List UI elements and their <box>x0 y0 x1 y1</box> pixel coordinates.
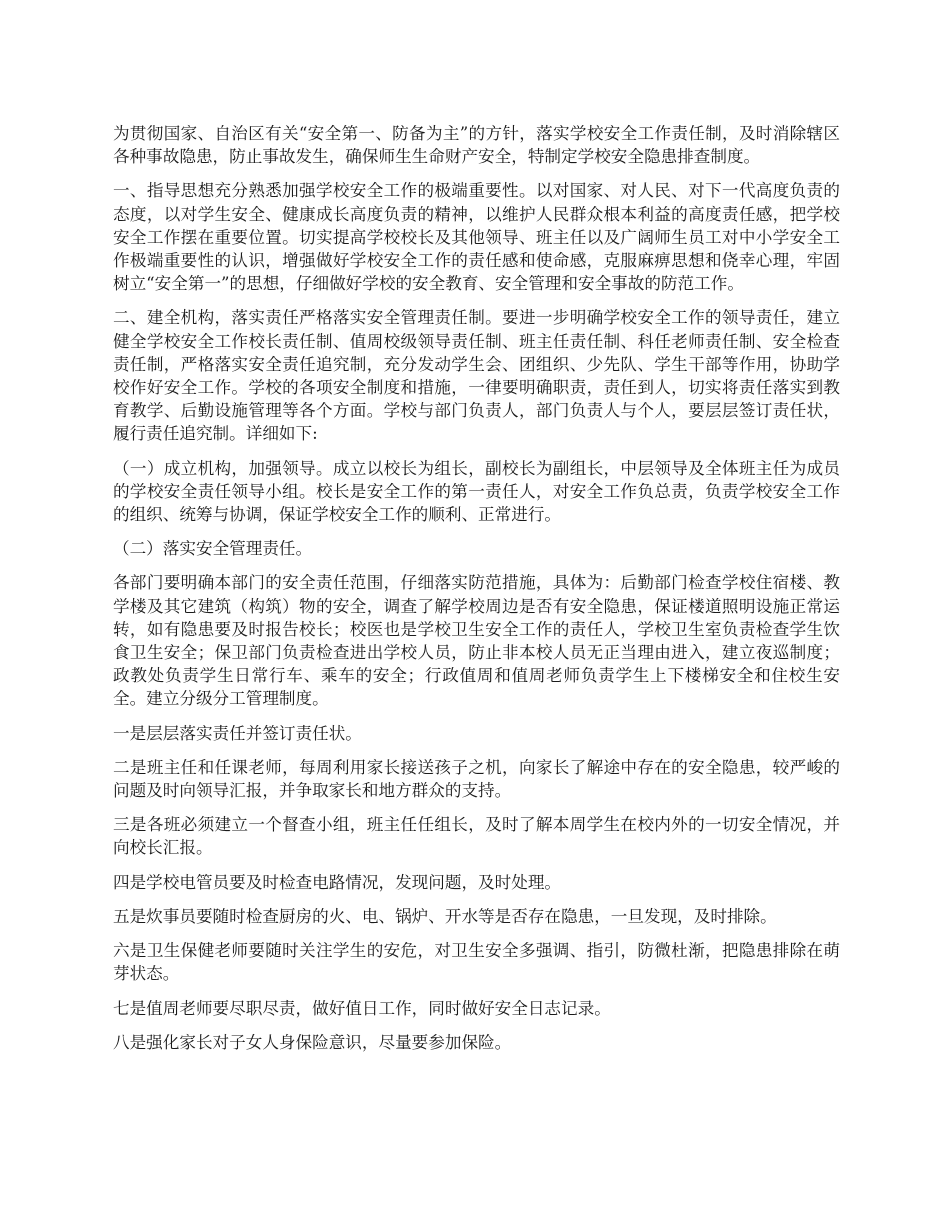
list-item-4: 四是学校电管员要及时检查电路情况，发现问题，及时处理。 <box>113 872 562 892</box>
subsection-establish-organization: （一）成立机构，加强领导。成立以校长为组长，副校长为副组长，中层领导及全体班主任为成员的学校安全责任领导小组。校长是安全工作的第一责任人，对安全工作负总责，负责学校安全工作的组织、统筹与协调，保证学校安全工作的顺利、正常进行。 <box>113 458 840 525</box>
list-item-3: 三是各班必须建立一个督查小组，班主任任组长，及时了解本周学生在校内外的一切安全情况，并向校长汇报。 <box>113 815 840 858</box>
department-responsibilities-paragraph: 各部门要明确本部门的安全责任范围，仔细落实防范措施，具体为：后勤部门检查学校住宿楼、教学楼及其它建筑（构筑）物的安全，调查了解学校周边是否有安全隐患，保证楼道照明设施正常运转，如有隐患要及时报告校长；校医也是学校卫生安全工作的责任人，学校卫生室负责检查学生饮食卫生安全；保卫部门负责检查进出学校人员，防止非本校人员无正当理由进入，建立夜巡制度；政教处负责学生日常行车、乘车的安全；行政值周和值周老师负责学生上下楼梯安全和住校生安全。建立分级分工管理制度。 <box>113 573 840 709</box>
section-organization-responsibility: 二、建全机构，落实责任严格落实安全管理责任制。要进一步明确学校安全工作的领导责任，建立健全学校安全工作校长责任制、值周校级领导责任制、班主任责任制、科任老师责任制、安全检查责任制，严格落实安全责任追究制，充分发动学生会、团组织、少先队、学生干部等作用，协助学校作好安全工作。学校的各项安全制度和措施，一律要明确职责，责任到人，切实将责任落实到教育教学、后勤设施管理等各个方面。学校与部门负责人，部门负责人与个人，要层层签订责任状，履行责任追究制。详细如下: <box>113 308 840 444</box>
intro-paragraph: 为贯彻国家、自治区有关“安全第一、防备为主”的方针，落实学校安全工作责任制，及时消除辖区各种事故隐患，防止事故发生，确保师生生命财产安全，特制定学校安全隐患排查制度。 <box>113 124 840 167</box>
document-body <box>113 122 840 1065</box>
list-item-5: 五是炊事员要随时检查厨房的火、电、锅炉、开水等是否存在隐患，一旦发现，及时排除。 <box>113 906 777 926</box>
list-item-8: 八是强化家长对子女人身保险意识，尽量要参加保险。 <box>113 1032 512 1052</box>
list-item-2: 二是班主任和任课老师，每周利用家长接送孩子之机，向家长了解途中存在的安全隐患，较严峻的问题及时向领导汇报，并争取家长和地方群众的支持。 <box>113 757 840 801</box>
list-item-1: 一是层层落实责任并签订责任状。 <box>113 723 362 743</box>
section-guiding-ideology: 一、指导思想充分熟悉加强学校安全工作的极端重要性。以对国家、对人民、对下一代高度负责的态度，以对学生安全、健康成长高度负责的精神，以维护人民群众根本利益的高度责任感，把学校安全工作摆在重要位置。切实提高学校校长及其他领导、班主任以及广阔师生员工对中小学安全工作极端重要性的认识，增强做好学校安全工作的责任感和使命感，克服麻痹思想和侥幸心理，牢固树立“安全第一”的思想，仔细做好学校的安全教育、安全管理和安全事故的防范工作。 <box>113 181 840 294</box>
subsection-implement-responsibility: （二）落实安全管理责任。 <box>113 539 313 559</box>
list-item-7: 七是值周老师要尽职尽责，做好值日工作，同时做好安全日志记录。 <box>113 998 611 1018</box>
list-item-6: 六是卫生保健老师要随时关注学生的安危，对卫生安全多强调、指引，防微杜渐，把隐患排除在萌芽状态。 <box>113 941 840 984</box>
